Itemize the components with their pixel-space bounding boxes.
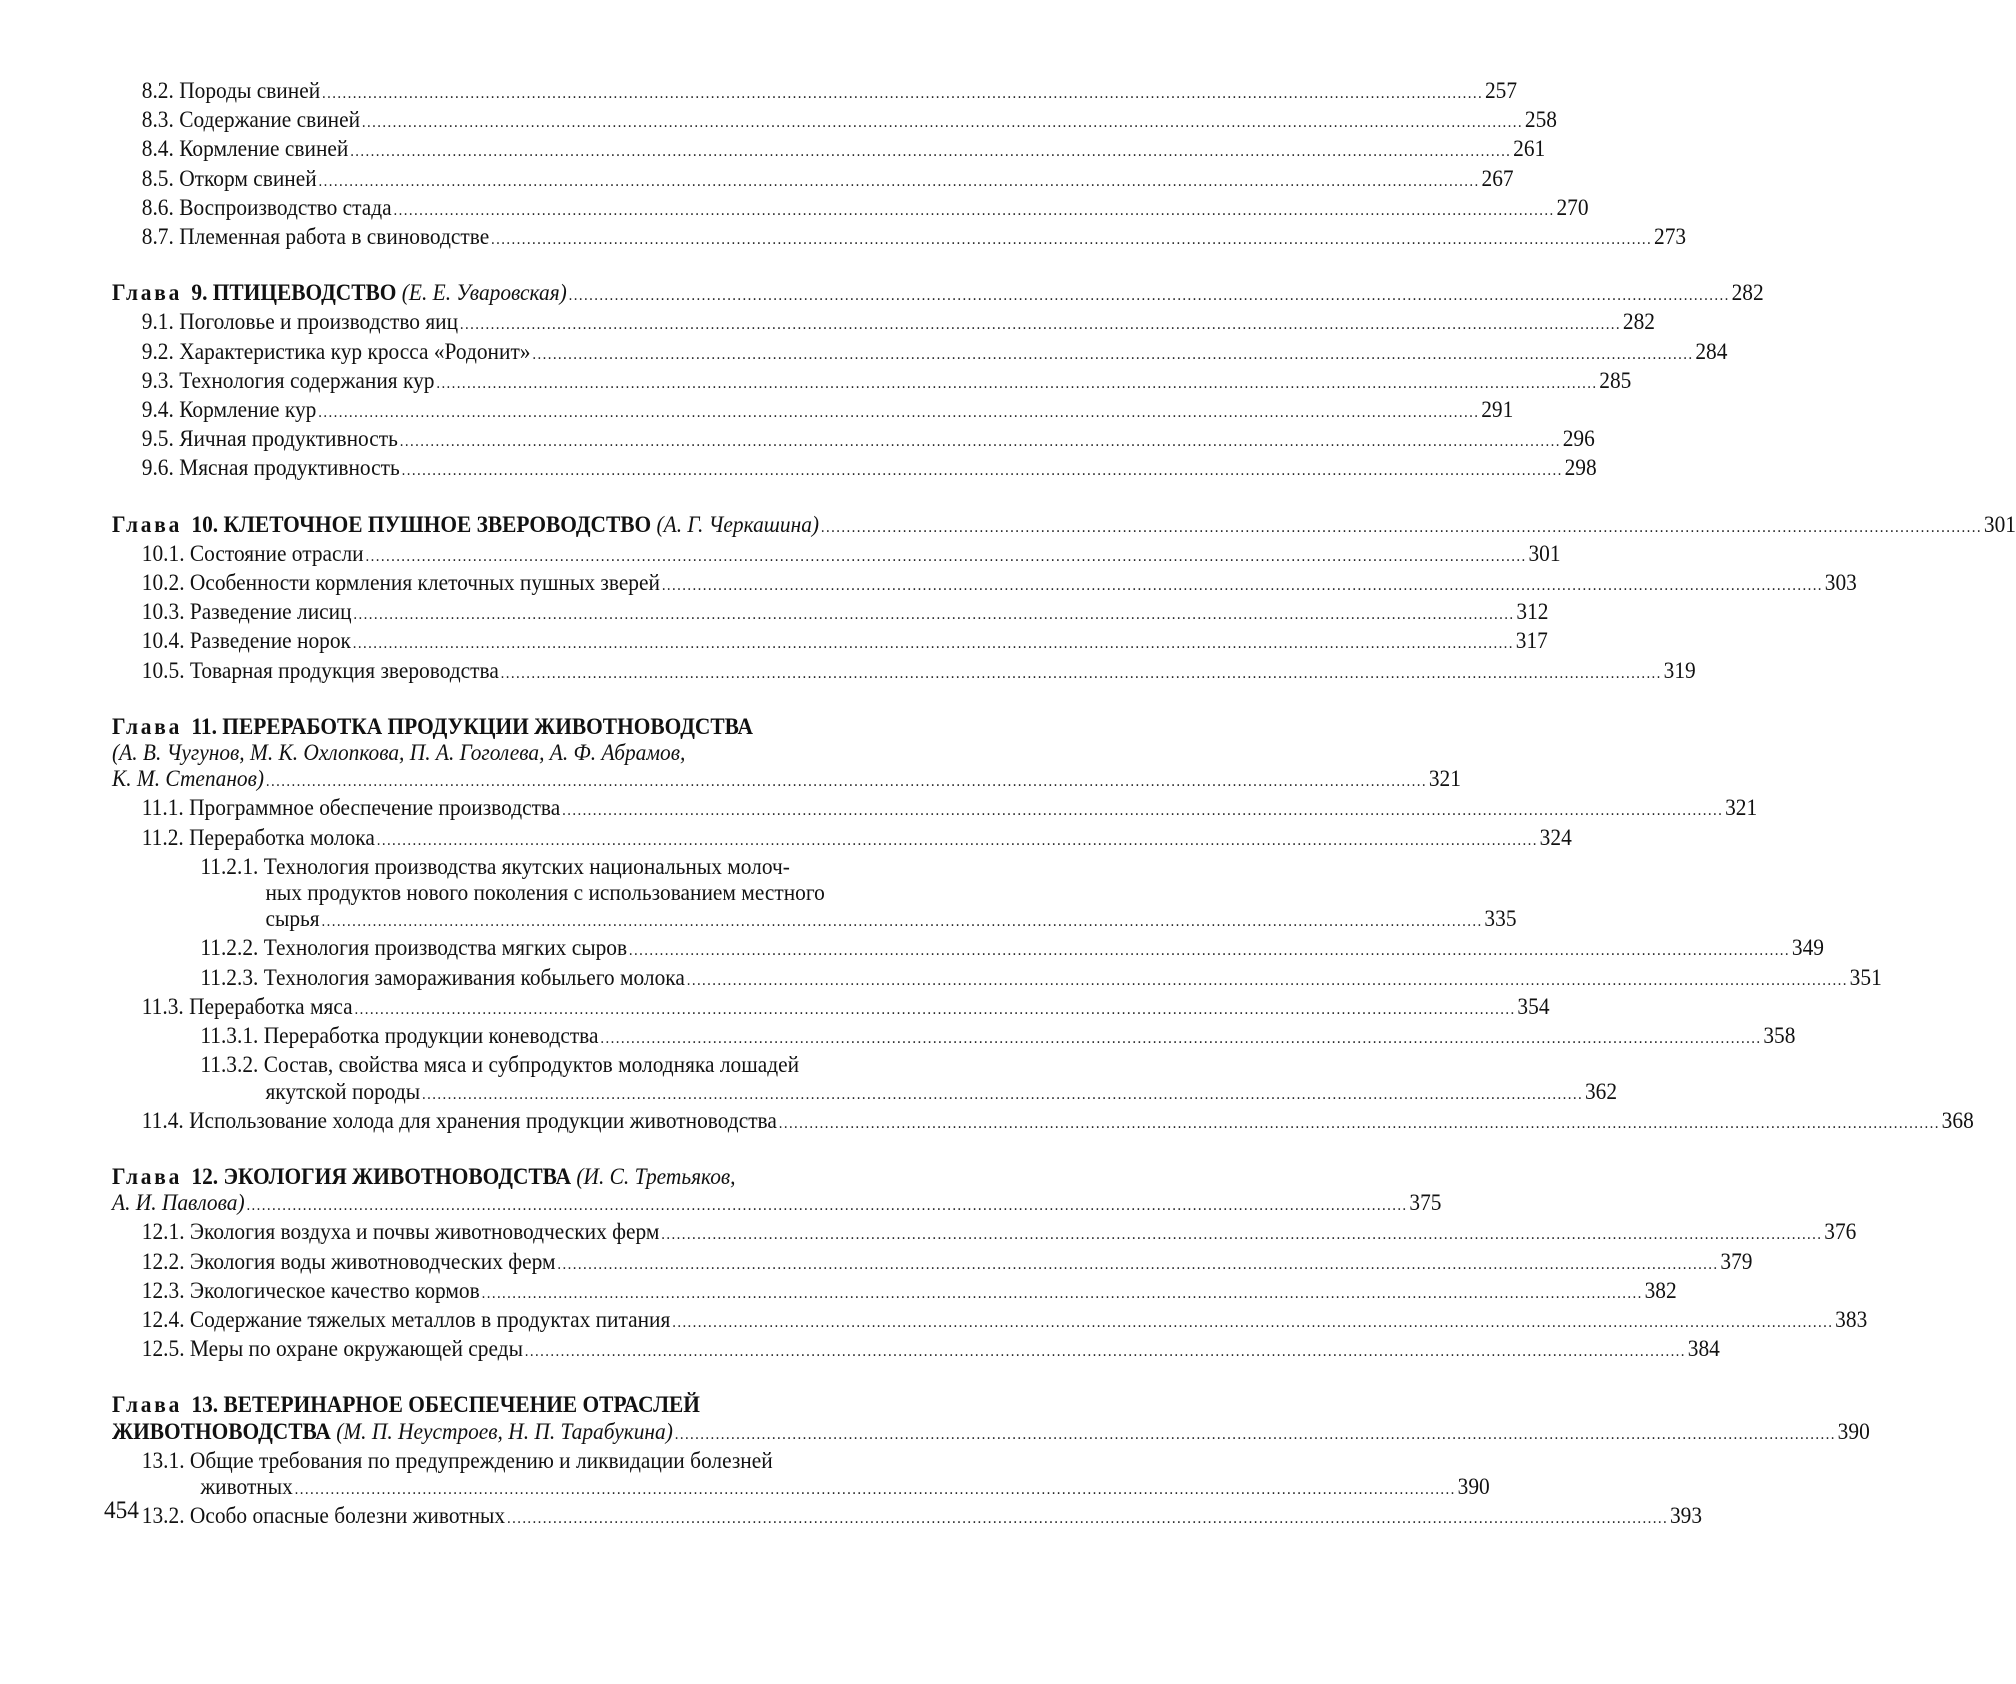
toc-entry[interactable]	[112, 1448, 944, 1474]
entry-number: 11.4.	[141, 1107, 184, 1133]
entry-page: 349	[1791, 935, 1824, 961]
entry-number: 9.3.	[141, 367, 174, 393]
entry-title: Разведение лисиц	[189, 599, 352, 625]
toc-entry[interactable]	[112, 628, 1548, 657]
dot-leader	[353, 602, 1514, 628]
entry-title-continued: животных	[200, 1473, 293, 1499]
entry-title: Кормление кур	[179, 397, 317, 423]
entry-page: 257	[1484, 78, 1518, 103]
entry-number: 11.2.2.	[200, 935, 259, 961]
toc-entry[interactable]	[112, 1107, 1974, 1137]
entry-page: 270	[1556, 194, 1589, 220]
entry-number: 11.2.1.	[200, 853, 259, 879]
chapter-title: 10. КЛЕТОЧНОЕ ПУШНОЕ ЗВЕРОВОДСТВО	[191, 511, 652, 537]
entry-title: Характеристика кур кросса «Родонит»	[179, 338, 531, 364]
dot-leader	[501, 661, 1662, 687]
entry-number: 12.1.	[141, 1219, 185, 1245]
entry-page: 384	[1687, 1336, 1720, 1362]
entry-title: Особенности кормления клеточных пушных зверей	[189, 570, 660, 596]
entry-page: 351	[1849, 964, 1882, 990]
entry-title: Экологическое качество кормов	[189, 1277, 480, 1303]
dot-leader	[422, 1082, 1583, 1108]
entry-number: 9.4.	[141, 397, 174, 423]
entry-page: 354	[1517, 993, 1550, 1019]
entry-number: 12.5.	[141, 1336, 185, 1362]
table-of-contents	[112, 78, 2016, 1559]
chapter-heading[interactable]	[112, 280, 1764, 309]
entry-page: 301	[1528, 540, 1561, 566]
dot-leader	[295, 1477, 1456, 1503]
toc-entry[interactable]	[112, 795, 1758, 824]
dot-leader	[354, 997, 1515, 1023]
entry-page: 291	[1481, 397, 1514, 423]
toc-entry[interactable]	[112, 1052, 944, 1078]
entry-page: 267	[1481, 165, 1514, 191]
dot-leader	[662, 573, 1823, 599]
glava-label: Глава	[112, 1163, 183, 1189]
entry-number: 12.4.	[141, 1306, 185, 1332]
entry-title: Использование холода для хранения продукции животноводства	[189, 1107, 777, 1133]
entry-page: 301	[1983, 511, 2016, 537]
chapter-heading[interactable]	[112, 714, 944, 740]
entry-page: 282	[1622, 309, 1655, 335]
toc-entry-end[interactable]	[112, 1078, 1618, 1108]
entry-page: 358	[1763, 1023, 1796, 1049]
entry-page: 298	[1564, 455, 1597, 481]
toc-entry[interactable]	[112, 993, 1550, 1023]
entry-number: 13.2.	[141, 1503, 185, 1529]
entry-number: 9.2.	[141, 338, 174, 364]
entry-title-continued: якутской породы	[265, 1078, 421, 1104]
entry-number: 12.2.	[141, 1248, 185, 1274]
entry-page: 258	[1524, 107, 1557, 133]
dot-leader	[525, 1339, 1686, 1365]
entry-number: 10.4.	[141, 628, 185, 654]
chapter-9-section	[112, 280, 1764, 484]
chapter-authors: К. М. Степанов)	[112, 766, 265, 792]
entry-page: 390	[1457, 1473, 1490, 1499]
entry-page: 393	[1669, 1503, 1703, 1529]
chapter-title: 9. ПТИЦЕВОДСТВО	[191, 280, 397, 306]
entry-title: Технология содержания кур	[179, 367, 435, 393]
entry-page: 368	[1941, 1107, 1974, 1133]
entry-page: 321	[1725, 795, 1758, 821]
dot-leader	[821, 515, 1982, 541]
entry-page: 284	[1695, 338, 1728, 364]
entry-page: 317	[1515, 628, 1548, 654]
entry-title: Состав, свойства мяса и субпродуктов молодняка лошадей	[263, 1052, 800, 1078]
dot-leader	[266, 769, 1427, 795]
entry-number: 8.3.	[141, 107, 174, 133]
chapter-authors: (И. С. Третьяков,	[576, 1163, 736, 1189]
entry-page: 379	[1720, 1248, 1753, 1274]
dot-leader	[436, 371, 1597, 397]
chapter-authors: (Е. Е. Уваровская)	[401, 280, 567, 306]
toc-entry[interactable]	[112, 964, 1882, 994]
entry-page: 303	[1824, 570, 1857, 596]
entry-number: 9.6.	[141, 455, 174, 481]
entry-page: 321	[1428, 766, 1461, 792]
entry-number: 13.1.	[141, 1447, 185, 1473]
entry-title: Технология замораживания кобыльего молока	[263, 964, 685, 990]
glava-label: Глава	[112, 713, 183, 739]
chapter-10-section	[112, 511, 2016, 687]
entry-title: Переработка мяса	[189, 993, 353, 1019]
entry-title: Товарная продукция звероводства	[189, 657, 499, 683]
entry-number: 11.3.	[141, 993, 184, 1019]
entry-number: 10.2.	[141, 570, 185, 596]
entry-number: 8.6.	[141, 194, 174, 220]
entry-title: Содержание тяжелых металлов в продуктах питания	[189, 1306, 671, 1332]
entry-page: 375	[1409, 1190, 1442, 1216]
toc-entry[interactable]	[112, 397, 1514, 426]
toc-entry[interactable]	[112, 935, 1824, 964]
toc-entry[interactable]	[112, 426, 1595, 455]
chapter-authors: А. И. Павлова)	[112, 1190, 245, 1216]
glava-label: Глава	[112, 280, 183, 306]
entry-page: 285	[1599, 367, 1632, 393]
chapter-heading-end[interactable]	[112, 1190, 1442, 1219]
dot-leader	[246, 1193, 1407, 1219]
toc-entry[interactable]	[112, 1336, 1720, 1365]
entry-title: Племенная работа в свиноводстве	[179, 224, 490, 250]
toc-entry[interactable]	[112, 1503, 1703, 1532]
chapter-heading[interactable]	[112, 1164, 944, 1190]
entry-number: 8.5.	[141, 165, 174, 191]
entry-title: Технология производства якутских национальных молоч-	[263, 853, 790, 879]
dot-leader	[675, 1422, 1836, 1448]
entry-title: Содержание свиней	[179, 107, 361, 133]
entry-title: Особо опасные болезни животных	[189, 1503, 506, 1529]
toc-entry[interactable]	[112, 338, 1728, 368]
dot-leader	[661, 1222, 1822, 1248]
entry-number: 11.2.	[141, 824, 184, 850]
chapter-13-section	[112, 1392, 1870, 1532]
toc-entry[interactable]	[112, 1306, 1868, 1336]
dot-leader	[402, 458, 1563, 484]
entry-title: Переработка молока	[189, 824, 375, 850]
chapter-title: 11. ПЕРЕРАБОТКА ПРОДУКЦИИ ЖИВОТНОВОДСТВА	[191, 713, 754, 739]
dot-leader	[365, 544, 1526, 570]
dot-leader	[319, 169, 1480, 195]
toc-entry[interactable]	[112, 165, 1514, 195]
chapter-12-section	[112, 1163, 1868, 1365]
entry-title: Разведение норок	[189, 628, 351, 654]
entry-title: Технология производства мягких сыров	[263, 935, 628, 961]
dot-leader	[400, 429, 1561, 455]
entry-page: 319	[1663, 657, 1696, 683]
dot-leader	[350, 139, 1511, 165]
toc-entry[interactable]	[112, 824, 1572, 854]
chapter-title-continued: ЖИВОТНОВОДСТВА	[112, 1418, 331, 1444]
dot-leader	[394, 198, 1555, 224]
dot-leader	[569, 283, 1730, 309]
toc-entry[interactable]	[112, 1248, 1753, 1278]
dot-leader	[532, 342, 1693, 368]
chapter-authors: (М. П. Неустроев, Н. П. Тарабукина)	[336, 1418, 673, 1444]
toc-entry[interactable]	[112, 367, 1632, 397]
chapter-8-section	[112, 78, 1687, 253]
page-number: 454	[104, 1497, 139, 1524]
toc-entry[interactable]	[112, 540, 1561, 570]
entry-number: 9.1.	[141, 309, 174, 335]
toc-entry[interactable]	[112, 455, 1597, 484]
toc-entry[interactable]	[112, 1277, 1677, 1307]
dot-leader	[318, 400, 1479, 426]
dot-leader	[600, 1026, 1761, 1052]
dot-leader	[321, 909, 1482, 935]
entry-page: 296	[1562, 426, 1595, 452]
entry-title: Породы свиней	[179, 78, 321, 103]
entry-title: Яичная продуктивность	[179, 426, 398, 452]
toc-entry-end[interactable]	[112, 1473, 1490, 1503]
entry-number: 11.3.1.	[200, 1023, 259, 1049]
toc-entry[interactable]	[112, 194, 1589, 224]
entry-number: 9.5.	[141, 426, 174, 452]
entry-number: 10.3.	[141, 599, 185, 625]
entry-title: Состояние отрасли	[189, 540, 364, 566]
entry-page: 383	[1835, 1306, 1868, 1332]
dot-leader	[482, 1281, 1643, 1307]
toc-entry[interactable]	[112, 309, 1655, 338]
chapter-title: 13. ВЕТЕРИНАРНОЕ ОБЕСПЕЧЕНИЕ ОТРАСЛЕЙ	[191, 1392, 700, 1418]
entry-title: Экология воды животноводческих ферм	[189, 1248, 556, 1274]
dot-leader	[491, 227, 1652, 253]
glava-label: Глава	[112, 511, 183, 537]
entry-page: 282	[1731, 280, 1764, 306]
dot-leader	[672, 1310, 1833, 1336]
toc-entry[interactable]	[112, 1023, 1796, 1052]
toc-entry[interactable]	[112, 224, 1687, 253]
entry-title: Воспроизводство стада	[179, 194, 392, 220]
entry-title: Поголовье и производство яиц	[179, 309, 459, 335]
toc-entry[interactable]	[112, 854, 944, 880]
entry-title-continued: ных продуктов нового поколения с использованием местного	[265, 880, 825, 906]
toc-entry-end[interactable]	[112, 906, 1517, 935]
chapter-authors: (А. В. Чугунов, М. К. Охлопкова, П. А. Гоголева, А. Ф. Абрамов,	[112, 740, 686, 766]
dot-leader	[460, 312, 1621, 338]
entry-title: Программное обеспечение производства	[189, 795, 561, 821]
glava-label: Глава	[112, 1392, 183, 1418]
entry-number: 12.3.	[141, 1277, 185, 1303]
dot-leader	[629, 938, 1790, 964]
entry-page: 376	[1824, 1219, 1857, 1245]
toc-entry[interactable]	[112, 78, 1518, 107]
entry-title: Кормление свиней	[179, 136, 349, 162]
chapter-11-section	[112, 713, 1974, 1137]
chapter-heading-end[interactable]	[112, 1418, 1870, 1448]
entry-page: 362	[1584, 1078, 1618, 1104]
entry-number: 11.2.3.	[200, 964, 259, 990]
entry-number: 10.5.	[141, 657, 185, 683]
entry-page: 390	[1837, 1418, 1870, 1444]
dot-leader	[562, 798, 1723, 824]
chapter-authors: (А. Г. Черкашина)	[656, 511, 820, 537]
chapter-heading[interactable]	[112, 511, 2016, 541]
entry-title: Мясная продуктивность	[179, 455, 400, 481]
dot-leader	[779, 1111, 1940, 1137]
entry-page: 273	[1654, 224, 1687, 250]
entry-title: Меры по охране окружающей среды	[189, 1336, 523, 1362]
toc-entry[interactable]	[112, 136, 1546, 165]
entry-title: Общие требования по предупреждению и ликвидации болезней	[189, 1447, 773, 1473]
dot-leader	[557, 1252, 1718, 1278]
toc-entry[interactable]	[112, 107, 1557, 136]
toc-entry[interactable]	[112, 1219, 1857, 1248]
entry-title: Переработка продукции коневодства	[263, 1023, 599, 1049]
dot-leader	[362, 110, 1523, 136]
entry-number: 10.1.	[141, 540, 185, 566]
entry-title: Откорм свиней	[179, 165, 317, 191]
entry-number: 11.3.2.	[200, 1052, 259, 1078]
entry-title: Экология воздуха и почвы животноводческих ферм	[189, 1219, 660, 1245]
dot-leader	[687, 968, 1848, 994]
dot-leader	[507, 1506, 1668, 1532]
toc-entry[interactable]	[112, 570, 1857, 599]
entry-page: 382	[1644, 1277, 1677, 1303]
entry-page: 335	[1484, 906, 1517, 932]
chapter-heading-end[interactable]	[112, 766, 1461, 795]
dot-leader	[353, 631, 1514, 657]
chapter-title: 12. ЭКОЛОГИЯ ЖИВОТНОВОДСТВА	[191, 1163, 572, 1189]
entry-page: 324	[1539, 824, 1572, 850]
dot-leader	[377, 828, 1538, 854]
toc-entry[interactable]	[112, 599, 1549, 628]
entry-title-continued: сырья	[265, 906, 320, 932]
entry-number: 8.2.	[141, 78, 174, 103]
entry-number: 8.4.	[141, 136, 174, 162]
entry-number: 8.7.	[141, 224, 174, 250]
toc-entry[interactable]	[112, 657, 1696, 687]
entry-page: 261	[1513, 136, 1546, 162]
chapter-heading[interactable]	[112, 1392, 944, 1418]
entry-page: 312	[1516, 599, 1549, 625]
entry-number: 11.1.	[141, 795, 184, 821]
dot-leader	[322, 81, 1483, 107]
